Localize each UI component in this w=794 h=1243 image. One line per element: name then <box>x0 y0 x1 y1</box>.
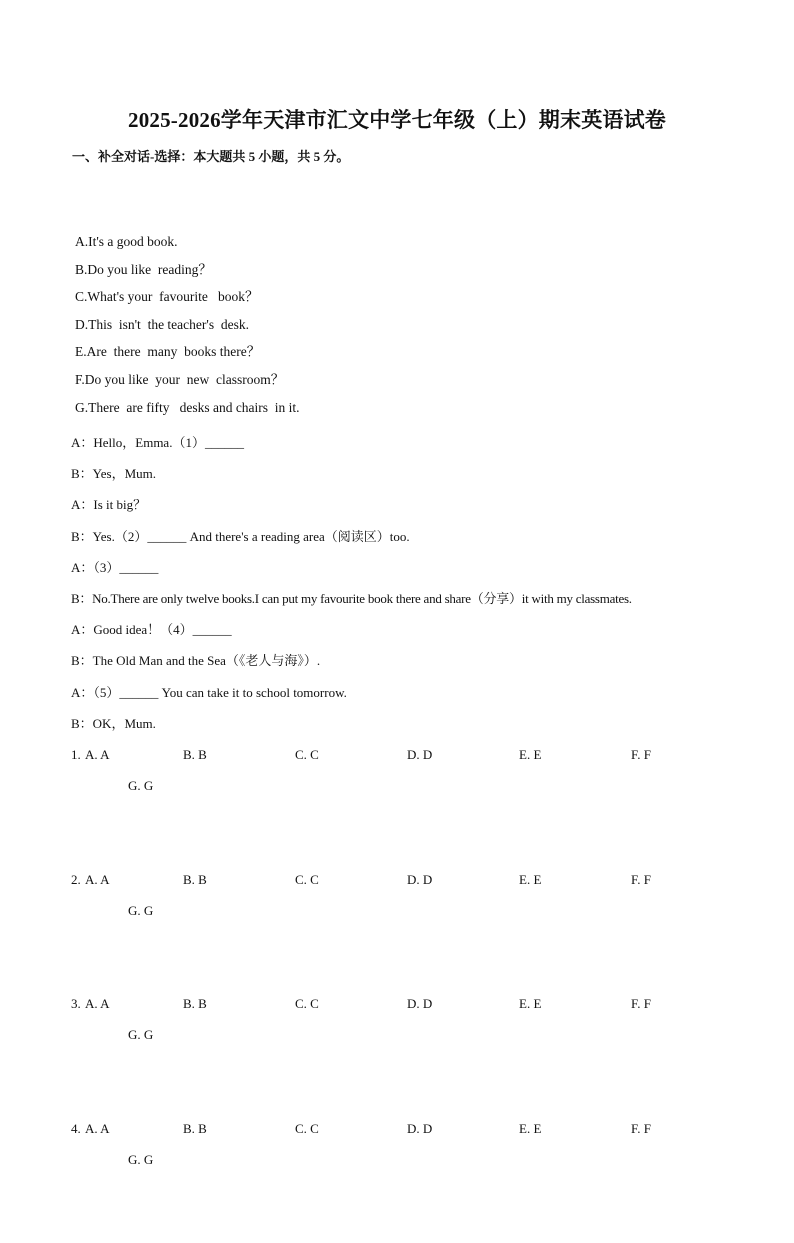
dialogue-line: A：Hello，Emma.（1）______ <box>71 435 244 450</box>
choice-f[interactable]: F. F <box>631 871 651 887</box>
choice-g[interactable]: G. G <box>128 778 154 793</box>
choice-c[interactable]: C. C <box>295 1120 319 1136</box>
choice-d[interactable]: D. D <box>407 747 433 762</box>
choice-d[interactable]: D. D <box>407 1120 433 1136</box>
dialogue-line: A：Good idea！（4）______ <box>71 622 232 638</box>
section-heading: 一、补全对话-选择：本大题共 5 小题，共 5 分。 <box>72 149 350 164</box>
choice-c[interactable]: C. C <box>295 747 319 762</box>
option-b: B.Do you like reading？ <box>75 261 212 277</box>
option-a: A.It's a good book. <box>75 234 178 249</box>
question-list <box>71 745 771 1243</box>
question-4 <box>71 1119 771 1243</box>
choice-b[interactable]: B. B <box>183 996 207 1012</box>
option-c: C.What's your favourite book？ <box>75 289 259 305</box>
choice-a[interactable]: A. A <box>85 1120 110 1136</box>
choice-f[interactable]: F. F <box>631 1120 651 1136</box>
dialogue-line: B：Yes.（2）______ And there's a reading area（阅读区）too. <box>71 528 410 544</box>
option-g: G.There are fifty desks and chairs in it. <box>75 399 300 415</box>
option-f: F.Do you like your new classroom？ <box>75 371 285 387</box>
dialogue <box>71 433 632 745</box>
choice-e[interactable]: E. E <box>519 996 542 1012</box>
dialogue-line: B：Yes，Mum. <box>71 466 157 482</box>
choice-c[interactable]: C. C <box>295 996 319 1012</box>
choice-a[interactable]: A. A <box>85 996 110 1012</box>
question-number: 4. <box>71 1120 81 1136</box>
option-d: D.This isn't the teacher's desk. <box>75 316 249 332</box>
question-2 <box>71 870 771 995</box>
dialogue-line: A：（5）______ You can take it to school tomorrow. <box>71 684 347 700</box>
choice-e[interactable]: E. E <box>519 1120 542 1136</box>
answer-options-list <box>75 231 300 424</box>
choice-b[interactable]: B. B <box>183 747 207 762</box>
option-e: E.Are there many books there？ <box>75 344 261 360</box>
dialogue-line: A：（3）______ <box>71 559 159 575</box>
dialogue-line: B：No.There are only twelve books.I can put my favourite book there and share（分享）it with my classmates. <box>71 590 632 606</box>
dialogue-line: B：The Old Man and the Sea（《老人与海》）. <box>71 653 321 669</box>
choice-a[interactable]: A. A <box>85 871 110 887</box>
dialogue-line: B：OK，Mum. <box>71 715 156 731</box>
choice-f[interactable]: F. F <box>631 996 651 1012</box>
question-3 <box>71 994 771 1119</box>
choice-c[interactable]: C. C <box>295 871 319 887</box>
question-number: 2. <box>71 871 81 887</box>
exam-title: 2025-2026学年天津市汇文中学七年级（上）期末英语试卷 <box>128 108 666 132</box>
choice-d[interactable]: D. D <box>407 996 433 1012</box>
question-number: 3. <box>71 996 81 1012</box>
question-1 <box>71 745 771 870</box>
question-number: 1. <box>71 747 81 762</box>
choice-g[interactable]: G. G <box>128 902 154 918</box>
choice-g[interactable]: G. G <box>128 1027 154 1043</box>
choice-g[interactable]: G. G <box>128 1151 154 1167</box>
choice-e[interactable]: E. E <box>519 747 542 762</box>
choice-a[interactable]: A. A <box>85 747 110 762</box>
choice-b[interactable]: B. B <box>183 871 207 887</box>
choice-b[interactable]: B. B <box>183 1120 207 1136</box>
choice-e[interactable]: E. E <box>519 871 542 887</box>
choice-d[interactable]: D. D <box>407 871 433 887</box>
choice-f[interactable]: F. F <box>631 747 651 762</box>
dialogue-line: A：Is it big？ <box>71 497 147 513</box>
